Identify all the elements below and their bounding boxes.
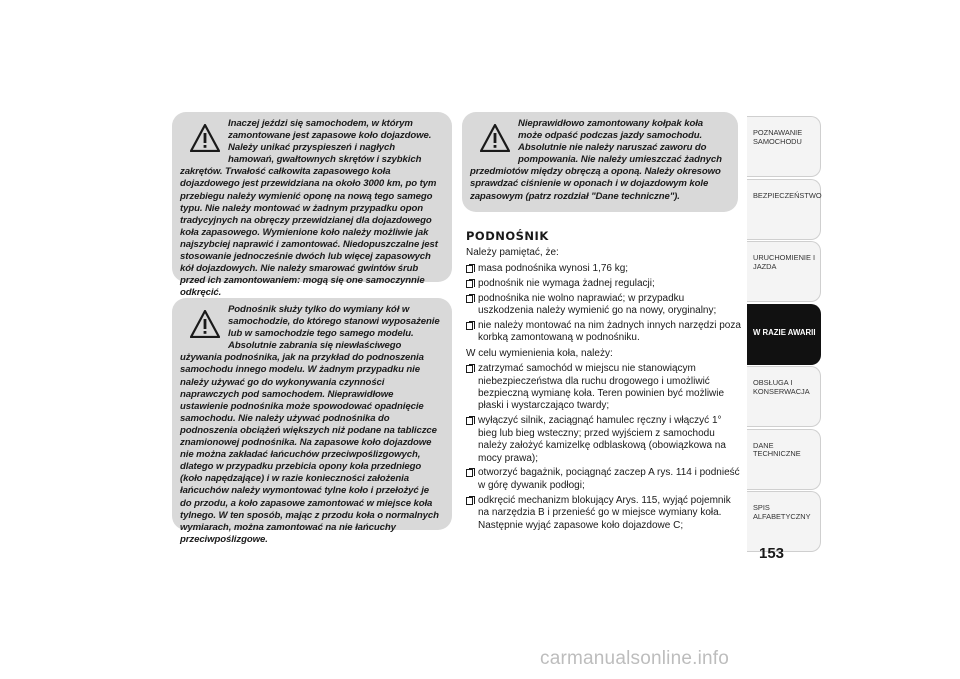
warning-text: Inaczej jeździ się samochodem, w którym zamontowane jest zapasowe koło dojazdowe. Należy unikać przyspieszeń i nagłych hamowań, gwałtownych skrętów i szybkich zakrętów. Trwałość całkowita zapasowego koła dojazdowego jest przewidziana na około 3000 km, po tym przebiegu należy wymienić oponę na nową tego samego typu. Nie należy montować w żadnym przypadku opon tradycyjnych na obręczy przewidzianej dla dojazdowego koła zapasowego. Wymienione koło należy możliwie jak najszybciej naprawić i zamontować. Niedopuszczalne jest stosowanie jednocześnie dwóch lub więcej zapasowych kół dojazdowych. Nie należy smarować gwintów śrub przed ich zamontowaniem: mogą się one samoczynnie odkręcić. [180, 118, 438, 299]
section-intro: Należy pamiętać, że: [466, 247, 559, 259]
checkbox-icon [466, 295, 473, 303]
list-item: podnośnika nie wolno naprawiać; w przypadku uszkodzenia należy wymienić go na nowy, oryginalny; [466, 293, 741, 318]
list-item: wyłączyć silnik, zaciągnąć hamulec ręczny i włączyć 1° bieg lub bieg wsteczny; przed wyjściem z samochodu należy założyć kamizelkę odblaskową (obowiązkowa na mocy prawa); [466, 415, 741, 465]
list-item: nie należy montować na nim żadnych innych narzędzi poza korbką zamontowaną w podnośniku. [466, 320, 741, 345]
page-number: 153 [759, 545, 785, 562]
checkbox-icon [466, 417, 473, 425]
list-item: zatrzymać samochód w miejscu nie stanowiącym niebezpieczeństwa dla ruchu drogowego i umożliwić bezpieczną wymianę koła. Teren powinien być możliwie płaski i wystarczająco twardy; [466, 363, 741, 413]
warning-box-spare-wheel [172, 112, 452, 299]
checkbox-icon [466, 322, 473, 330]
list-item: masa podnośnika wynosi 1,76 kg; [466, 263, 741, 275]
notes-list [466, 263, 741, 345]
tab-uruchomienie-i-jazda[interactable]: URUCHOMIENIE I JAZDA [747, 241, 821, 302]
tab-spis-alfabetyczny[interactable]: SPIS ALFABETYCZNY [747, 491, 821, 552]
checkbox-icon [466, 280, 473, 288]
warning-triangle-icon [190, 310, 220, 338]
tab-w-razie-awarii[interactable]: W RAZIE AWARII [747, 304, 821, 365]
jack-section [466, 230, 741, 535]
warning-box-hubcap [462, 112, 738, 212]
warning-triangle-icon [480, 124, 510, 152]
checkbox-icon [466, 365, 473, 373]
warning-text: Nieprawidłowo zamontowany kołpak koła może odpaść podczas jazdy samochodu. Absolutnie nie należy naruszać zaworu do pompowania. Nie należy umieszczać żadnych przedmiotów między obręczą a oponą. Należy okresowo sprawdzać ciśnienie w oponach i w dojazdowym kole zapasowym (patrz rozdział "Dane techniczne"). [470, 118, 722, 202]
checkbox-icon [466, 497, 473, 505]
steps-intro: W celu wymienienia koła, należy: [466, 347, 613, 359]
warning-triangle-icon [190, 124, 220, 152]
steps-list [466, 363, 741, 532]
list-item: podnośnik nie wymaga żadnej regulacji; [466, 278, 741, 290]
warning-text: Podnośnik służy tylko do wymiany kół w samochodzie, do którego stanowi wyposażenie lub w samochodzie tego samego modelu. Absolutnie zabrania się niewłaściwego używania podnośnika, jak na przykład do podnoszenia samochodu innego modelu. W żadnym przypadku nie należy używać go do wykonywania czynności naprawczych pod samochodem. Nieprawidłowe ustawienie podnośnika może spowodować opadnięcie samochodu. Nie należy używać podnośnika do podnoszenia obciążeń większych niż podane na tabliczce znamionowej podnośnika. Na zapasowe koło dojazdowe nie można zakładać łańcuchów przeciwpoślizgowych, dlatego w przypadku przebicia opony koła przedniego (koło napędzające) i w razie konieczności założenia łańcuchów należy wymontować tylne koło i przełożyć je do przodu, a koło zapasowe zamontować w miejsce koła tylnego. W ten sposób, mając z przodu koła o normalnych wymiarach, można zamontować na nie łańcuchy przeciwpoślizgowe. [180, 304, 440, 545]
tab-bezpieczenstwo[interactable]: BEZPIECZEŃSTWO [747, 179, 821, 240]
warning-box-jack-use [172, 298, 452, 545]
tab-dane-techniczne[interactable]: DANE TECHNICZNE [747, 429, 821, 490]
list-item: otworzyć bagażnik, pociągnąć zaczep A rys. 114 i podnieść w górę dywanik podłogi; [466, 467, 741, 492]
watermark: carmanualsonline.info [540, 648, 730, 669]
section-heading: PODNOŚNIK [466, 229, 549, 243]
checkbox-icon [466, 265, 473, 273]
checkbox-icon [466, 469, 473, 477]
tab-poznawanie-samochodu[interactable]: POZNAWANIE SAMOCHODU [747, 116, 821, 177]
chapter-nav [747, 116, 821, 554]
list-item: odkręcić mechanizm blokujący Arys. 115, wyjąć pojemnik na narzędzia B i przenieść go w miejsce wymiany koła. Następnie wyjąć zapasowe koło dojazdowe C; [466, 495, 741, 532]
tab-obsluga-i-konserwacja[interactable]: OBSŁUGA I KONSERWACJA [747, 366, 821, 427]
